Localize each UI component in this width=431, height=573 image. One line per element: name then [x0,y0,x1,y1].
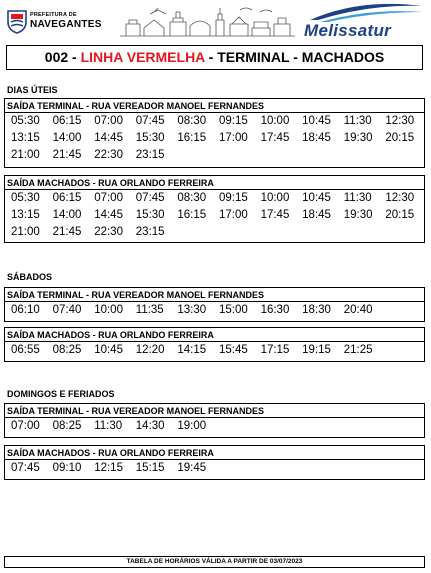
schedule-block-sunday-machados [4,445,425,480]
route-code: 002 [44,49,69,65]
departure-time: 17:00 [218,132,248,144]
departure-time: 15:30 [135,209,165,221]
departure-time: 07:00 [94,192,123,204]
title-separator: - [204,49,218,65]
departure-time: 22:30 [94,149,123,161]
schedule-block-weekdays-terminal [4,98,425,168]
time-row [5,224,424,241]
departure-time: 21:45 [52,226,82,238]
route-title [6,45,423,70]
departure-time: 14:00 [52,132,82,144]
departure-time: 14:45 [94,132,123,144]
departure-time: 19:45 [177,462,207,474]
departure-heading: SAÍDA TERMINAL - RUA VEREADOR MANOEL FERNANDES [5,288,424,302]
times-grid [5,302,424,319]
departure-time: 12:20 [135,344,165,356]
schedule-block-saturday-terminal [4,287,425,322]
schedule-block-saturday-machados [4,327,425,362]
departure-time: 11:35 [135,304,164,316]
departure-time: 15:15 [135,462,165,474]
city-skyline-illustration [120,2,295,38]
departure-time: 16:30 [260,304,290,316]
time-row [5,207,424,224]
prefeitura-small-text: PREFEITURA DE [30,12,77,18]
departure-time: 07:45 [135,115,165,127]
departure-time: 20:15 [385,209,415,221]
departure-time: 12:15 [94,462,123,474]
section-label-sundays-holidays: DOMINGOS E FERIADOS [7,389,115,399]
departure-time: 21:00 [11,149,40,161]
departure-time: 08:30 [177,192,207,204]
departure-time: 21:45 [52,149,82,161]
departure-time: 10:45 [302,115,331,127]
section-label-weekdays: DIAS ÚTEIS [7,85,58,95]
departure-heading: SAÍDA MACHADOS - RUA ORLANDO FERREIRA [5,176,424,190]
departure-time: 06:15 [52,115,82,127]
section-label-saturdays: SÁBADOS [7,272,53,282]
departure-time: 10:00 [260,192,290,204]
time-row [5,342,424,359]
departure-time: 20:40 [343,304,373,316]
departure-time: 07:45 [11,462,40,474]
departure-time: 14:45 [94,209,123,221]
departure-time: 09:15 [218,115,248,127]
departure-time: 13:30 [177,304,207,316]
departure-time: 12:30 [385,115,415,127]
time-row [5,113,424,130]
city-crest-icon [6,8,28,34]
departure-time: 20:15 [385,132,415,144]
times-grid [5,190,424,241]
departure-time: 13:15 [11,132,40,144]
departure-time: 17:45 [260,209,290,221]
departure-time: 18:45 [302,209,331,221]
departure-time: 17:45 [260,132,290,144]
times-grid [5,342,424,359]
departure-time: 14:15 [177,344,207,356]
departure-time: 09:15 [218,192,248,204]
departure-time: 11:30 [343,115,372,127]
departure-time: 17:00 [218,209,248,221]
departure-time: 21:00 [11,226,40,238]
times-grid [5,113,424,164]
departure-heading: SAÍDA MACHADOS - RUA ORLANDO FERREIRA [5,446,424,460]
line-name: LINHA VERMELHA [80,49,205,65]
departure-heading: SAÍDA MACHADOS - RUA ORLANDO FERREIRA [5,328,424,342]
departure-time: 19:30 [343,132,373,144]
departure-time: 14:00 [52,209,82,221]
departure-time: 10:00 [260,115,290,127]
departure-time: 08:25 [52,420,82,432]
departure-time: 22:30 [94,226,123,238]
departure-time: 07:45 [135,192,165,204]
departure-time: 18:30 [302,304,331,316]
departure-time: 19:15 [302,344,331,356]
departure-time: 18:45 [302,132,331,144]
departure-time: 16:15 [177,209,207,221]
validity-footer: TABELA DE HORÁRIOS VÁLIDA A PARTIR DE 03/07/2023 [4,556,425,568]
times-grid [5,460,424,477]
departure-time: 15:00 [218,304,248,316]
departure-time: 07:00 [94,115,123,127]
departure-time: 05:30 [11,115,40,127]
departure-time: 13:15 [11,209,40,221]
time-row [5,130,424,147]
departure-time: 17:15 [260,344,290,356]
time-row [5,418,424,435]
departure-time: 12:30 [385,192,415,204]
departure-time: 08:30 [177,115,207,127]
departure-time: 10:45 [302,192,331,204]
prefeitura-logo [6,6,126,34]
departure-time: 05:30 [11,192,40,204]
company-name: Melissatur [304,21,392,40]
departure-time: 14:30 [135,420,165,432]
route-name: TERMINAL - MACHADOS [217,49,385,65]
schedule-block-sunday-terminal [4,403,425,438]
departure-time: 07:40 [52,304,82,316]
times-grid [5,418,424,435]
schedule-block-weekdays-machados [4,175,425,243]
departure-time: 07:00 [11,420,40,432]
departure-time: 10:00 [94,304,123,316]
departure-time: 23:15 [135,149,165,161]
departure-time: 11:30 [343,192,372,204]
departure-time: 19:30 [343,209,373,221]
departure-time: 19:00 [177,420,207,432]
departure-time: 16:15 [177,132,207,144]
departure-time: 06:10 [11,304,40,316]
departure-time: 06:55 [11,344,40,356]
departure-heading: SAÍDA TERMINAL - RUA VEREADOR MANOEL FERNANDES [5,404,424,418]
prefeitura-name: NAVEGANTES [30,19,102,30]
departure-time: 09:10 [52,462,82,474]
departure-time: 21:25 [343,344,373,356]
departure-heading: SAÍDA TERMINAL - RUA VEREADOR MANOEL FERNANDES [5,99,424,113]
page-header [0,0,431,42]
time-row [5,460,424,477]
time-row [5,302,424,319]
time-row [5,190,424,207]
departure-time: 23:15 [135,226,165,238]
departure-time: 10:45 [94,344,123,356]
time-row [5,147,424,164]
title-separator: - [68,49,81,65]
departure-time: 15:30 [135,132,165,144]
departure-time: 06:15 [52,192,82,204]
departure-time: 08:25 [52,344,82,356]
departure-time: 15:45 [218,344,248,356]
departure-time: 11:30 [94,420,123,432]
melissatur-logo [300,2,426,40]
